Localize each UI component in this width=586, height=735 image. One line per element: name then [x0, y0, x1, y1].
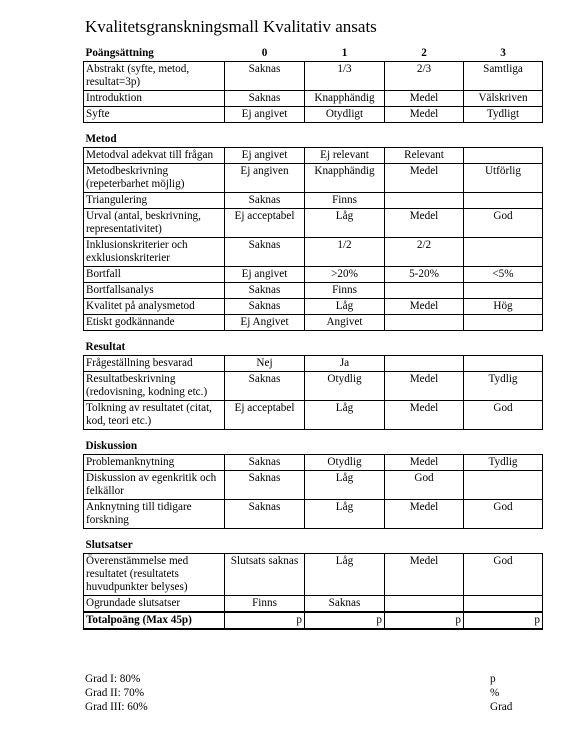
score-cell-2: Medel	[385, 455, 464, 471]
total-score-row	[84, 612, 543, 629]
score-header-row	[84, 44, 543, 62]
criteria-label: Resultatbeskrivning (redovisning, kodning etc.)	[84, 372, 225, 401]
score-cell-1: Knapphändig	[305, 91, 385, 107]
score-cell-2: Medel	[385, 299, 464, 315]
score-cell-0: Ej acceptabel	[225, 209, 305, 238]
score-cell-0: Saknas	[225, 62, 305, 91]
criteria-label: Urval (antal, beskrivning, representativitet)	[84, 209, 225, 238]
score-cell-0: Saknas	[225, 283, 305, 299]
score-cell-2: 2/2	[385, 238, 464, 267]
score-cell-1: Angivet	[305, 315, 385, 331]
grade-result-fields	[490, 672, 512, 714]
score-cell-1: Saknas	[305, 596, 385, 613]
score-cell-0: Saknas	[225, 91, 305, 107]
criteria-row	[84, 209, 543, 238]
score-cell-0: Saknas	[225, 299, 305, 315]
score-cell-3: Samtliga	[464, 62, 543, 91]
criteria-row	[84, 372, 543, 401]
points-field: p	[490, 673, 496, 685]
score-cell-0: Slutsats saknas	[225, 554, 305, 596]
score-header-0: 0	[225, 44, 305, 62]
score-cell-3	[464, 148, 543, 164]
criteria-row	[84, 148, 543, 164]
section-heading-row	[84, 331, 543, 356]
score-cell-0: Ej Angivet	[225, 315, 305, 331]
criteria-label: Ogrundade slutsatser	[84, 596, 225, 613]
score-cell-1: Ej relevant	[305, 148, 385, 164]
criteria-label: Problemanknytning	[84, 455, 225, 471]
score-cell-1: Låg	[305, 401, 385, 430]
score-cell-0: Ej angivet	[225, 267, 305, 283]
score-cell-3	[464, 238, 543, 267]
score-cell-3: <5%	[464, 267, 543, 283]
score-cell-1: Ja	[305, 356, 385, 372]
score-cell-3	[464, 596, 543, 613]
criteria-row	[84, 164, 543, 193]
score-cell-1: >20%	[305, 267, 385, 283]
score-cell-3: Tydligt	[464, 107, 543, 123]
score-cell-3	[464, 315, 543, 331]
score-cell-2: Medel	[385, 500, 464, 529]
score-cell-1: 1/2	[305, 238, 385, 267]
section-heading: Metod	[84, 123, 225, 148]
criteria-label: Abstrakt (syfte, metod, resultat=3p)	[84, 62, 225, 91]
criteria-label: Bortfallsanalys	[84, 283, 225, 299]
total-score-label: Totalpoäng (Max 45p)	[84, 612, 225, 629]
score-cell-3: Hög	[464, 299, 543, 315]
score-cell-3	[464, 193, 543, 209]
criteria-label: Bortfall	[84, 267, 225, 283]
criteria-row	[84, 283, 543, 299]
score-cell-1: Otydligt	[305, 107, 385, 123]
grade-1: Grad I: 80%	[85, 673, 141, 685]
score-cell-2: 5-20%	[385, 267, 464, 283]
percent-field: %	[490, 687, 500, 699]
criteria-label: Introduktion	[84, 91, 225, 107]
total-score-cell-2[interactable]: p	[385, 612, 464, 629]
section-heading-row	[84, 529, 543, 554]
score-cell-0: Ej acceptabel	[225, 401, 305, 430]
total-score-cell-0[interactable]: p	[225, 612, 305, 629]
score-cell-3: God	[464, 209, 543, 238]
score-header-1: 1	[305, 44, 385, 62]
score-cell-0: Saknas	[225, 193, 305, 209]
document-title: Kvalitetsgranskningsmall Kvalitativ ansats	[85, 17, 377, 36]
criteria-row	[84, 356, 543, 372]
score-cell-0: Saknas	[225, 471, 305, 500]
score-cell-2	[385, 315, 464, 331]
criteria-row	[84, 401, 543, 430]
score-cell-2: Medel	[385, 164, 464, 193]
criteria-label: Diskussion av egenkritik och felkällor	[84, 471, 225, 500]
criteria-label: Inklusionskriterier och exklusionskriterier	[84, 238, 225, 267]
score-cell-2	[385, 193, 464, 209]
score-cell-3: Utförlig	[464, 164, 543, 193]
score-cell-1: Otydlig	[305, 372, 385, 401]
criteria-label: Frågeställning besvarad	[84, 356, 225, 372]
score-cell-1: Låg	[305, 471, 385, 500]
score-cell-2	[385, 596, 464, 613]
criteria-label: Syfte	[84, 107, 225, 123]
criteria-label: Metodval adekvat till frågan	[84, 148, 225, 164]
score-cell-3	[464, 356, 543, 372]
score-cell-0: Ej angivet	[225, 107, 305, 123]
total-score-cell-3[interactable]: p	[464, 612, 543, 629]
score-cell-0: Saknas	[225, 372, 305, 401]
criteria-label: Triangulering	[84, 193, 225, 209]
section-heading: Slutsatser	[84, 529, 225, 554]
score-cell-1: Otydlig	[305, 455, 385, 471]
score-cell-3	[464, 471, 543, 500]
score-cell-0: Ej angivet	[225, 148, 305, 164]
score-cell-3: God	[464, 554, 543, 596]
grade-thresholds	[85, 672, 148, 714]
score-cell-0: Ej angiven	[225, 164, 305, 193]
grade-field: Grad	[490, 701, 513, 713]
score-cell-2: Medel	[385, 209, 464, 238]
score-cell-3: Tydlig	[464, 372, 543, 401]
score-header-2: 2	[385, 44, 464, 62]
criteria-label: Anknytning till tidigare forskning	[84, 500, 225, 529]
section-heading-row	[84, 123, 543, 148]
score-cell-0: Saknas	[225, 238, 305, 267]
score-cell-0: Saknas	[225, 455, 305, 471]
score-cell-0: Saknas	[225, 500, 305, 529]
score-cell-0: Finns	[225, 596, 305, 613]
criteria-row	[84, 315, 543, 331]
criteria-label: Kvalitet på analysmetod	[84, 299, 225, 315]
score-cell-1: Knapphändig	[305, 164, 385, 193]
quality-review-table	[83, 44, 543, 630]
criteria-label: Etiskt godkännande	[84, 315, 225, 331]
score-cell-1: Finns	[305, 283, 385, 299]
criteria-row	[84, 267, 543, 283]
score-cell-3: God	[464, 401, 543, 430]
section-heading: Diskussion	[84, 430, 225, 455]
score-cell-2	[385, 283, 464, 299]
score-cell-1: 1/3	[305, 62, 385, 91]
score-cell-2: Medel	[385, 554, 464, 596]
score-cell-2: Medel	[385, 91, 464, 107]
criteria-row	[84, 107, 543, 123]
criteria-row	[84, 193, 543, 209]
score-cell-2	[385, 356, 464, 372]
grade-2: Grad II: 70%	[85, 687, 145, 699]
score-cell-2: Medel	[385, 107, 464, 123]
score-cell-0: Nej	[225, 356, 305, 372]
section-heading: Resultat	[84, 331, 225, 356]
score-cell-3: Tydlig	[464, 455, 543, 471]
criteria-row	[84, 455, 543, 471]
grade-3: Grad III: 60%	[85, 701, 148, 713]
score-cell-2: God	[385, 471, 464, 500]
criteria-label: Överenstämmelse med resultatet (resultatets huvudpunkter belyses)	[84, 554, 225, 596]
score-cell-1: Låg	[305, 554, 385, 596]
score-cell-1: Finns	[305, 193, 385, 209]
criteria-label: Metodbeskrivning (repeterbarhet möjlig)	[84, 164, 225, 193]
score-cell-2: 2/3	[385, 62, 464, 91]
score-cell-1: Låg	[305, 299, 385, 315]
criteria-label: Tolkning av resultatet (citat, kod, teori etc.)	[84, 401, 225, 430]
score-cell-3: God	[464, 500, 543, 529]
section-heading-row	[84, 430, 543, 455]
score-header-3: 3	[464, 44, 543, 62]
score-cell-3	[464, 283, 543, 299]
score-cell-2: Medel	[385, 372, 464, 401]
total-score-cell-1[interactable]: p	[305, 612, 385, 629]
criteria-row	[84, 299, 543, 315]
score-cell-1: Låg	[305, 209, 385, 238]
criteria-row	[84, 62, 543, 91]
score-cell-1: Låg	[305, 500, 385, 529]
score-cell-2: Relevant	[385, 148, 464, 164]
score-header-label: Poängsättning	[84, 44, 225, 62]
criteria-row	[84, 500, 543, 529]
score-cell-3: Välskriven	[464, 91, 543, 107]
criteria-row	[84, 91, 543, 107]
criteria-row	[84, 596, 543, 613]
criteria-row	[84, 554, 543, 596]
score-cell-2: Medel	[385, 401, 464, 430]
criteria-row	[84, 238, 543, 267]
criteria-row	[84, 471, 543, 500]
